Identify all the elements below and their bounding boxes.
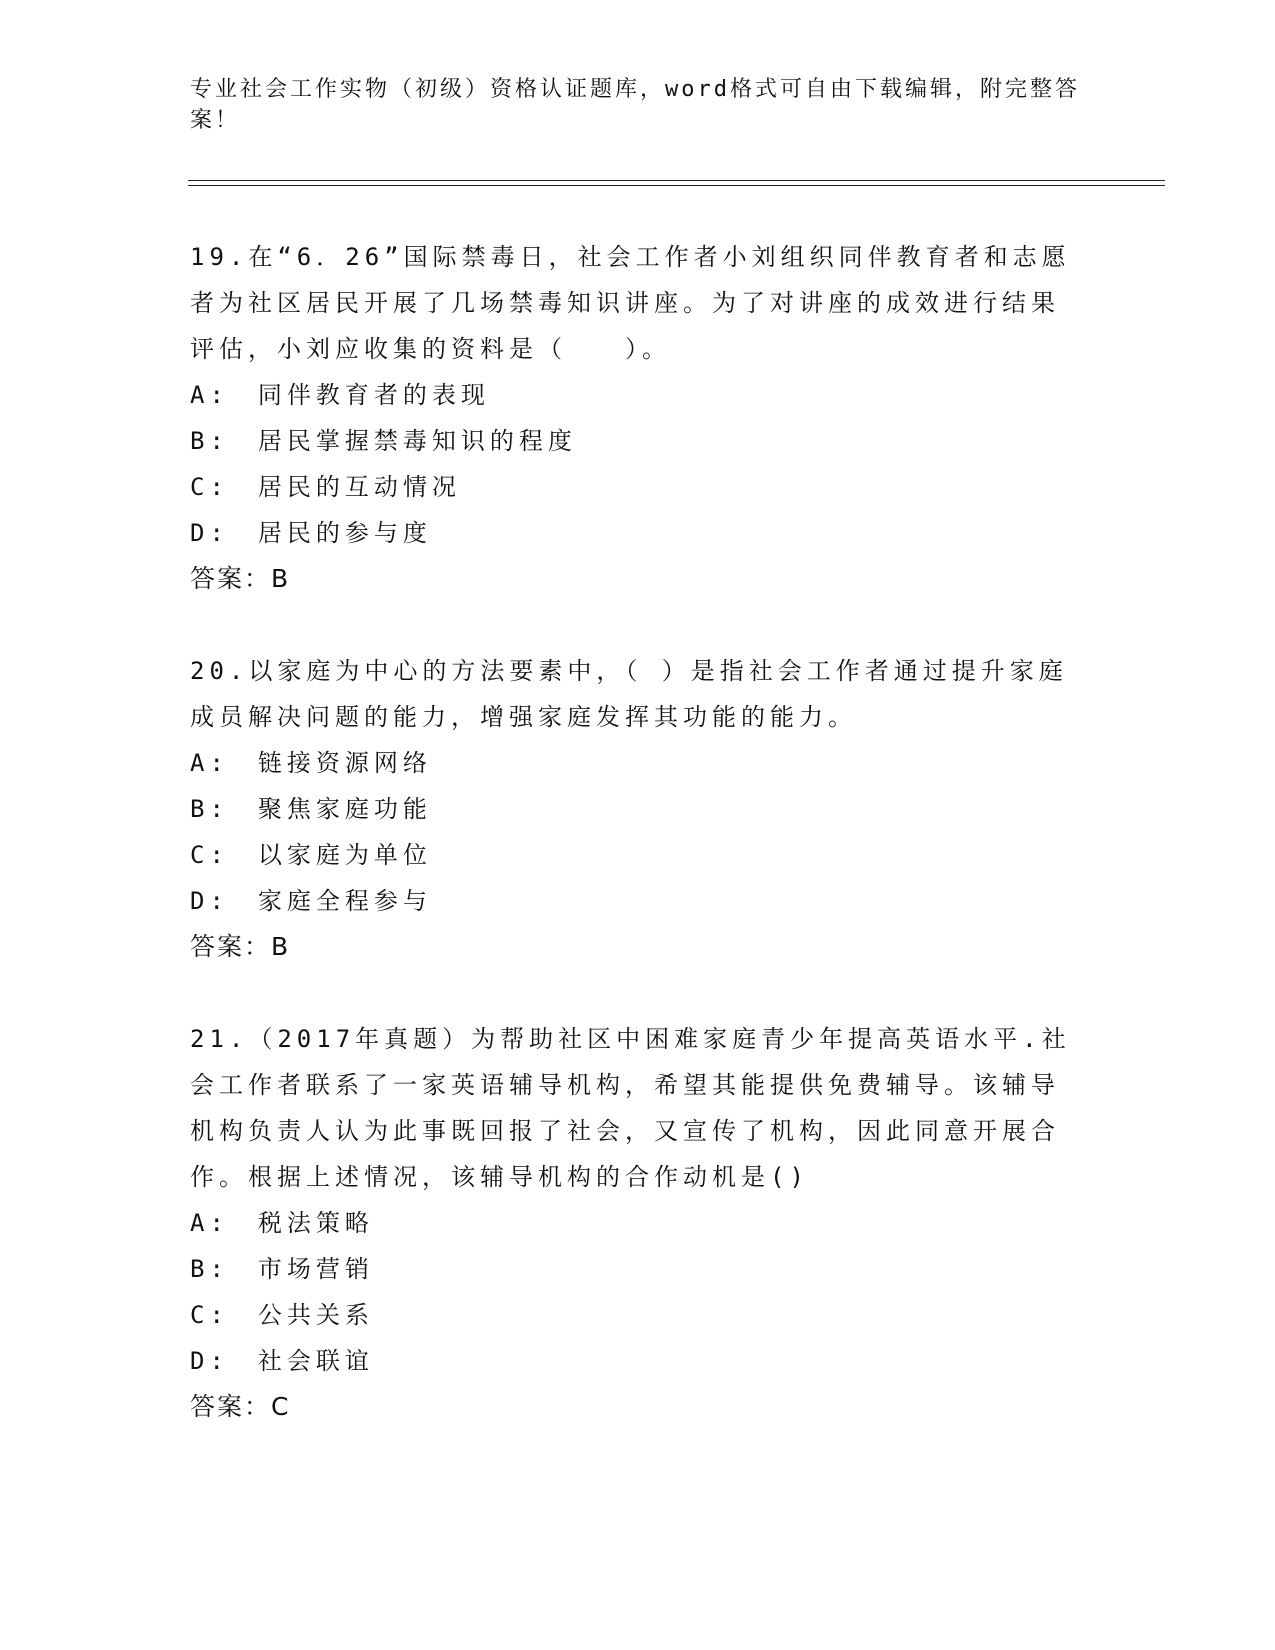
- answer-line: 答案：B: [190, 932, 291, 961]
- question-stem: 21.（2017年真题）为帮助社区中困难家庭青少年提高英语水平.社会工作者联系了一家英语辅导机构，希望其能提供免费辅导。该辅导机构负责人认为此事既回报了社会，又宣传了机构，因此同意开展合作。根据上述情况，该辅导机构的合作动机是(): [190, 1025, 1071, 1191]
- option-c: C: 以家庭为单位: [190, 841, 432, 869]
- option-c: C: 公共关系: [190, 1301, 374, 1329]
- option-a: A: 税法策略: [190, 1209, 374, 1237]
- option-d: D: 居民的参与度: [190, 519, 432, 547]
- option-d: D: 家庭全程参与: [190, 887, 432, 915]
- option-c: C: 居民的互动情况: [190, 473, 461, 501]
- option-a: A: 链接资源网络: [190, 749, 432, 777]
- option-d: D: 社会联谊: [190, 1347, 374, 1375]
- header-divider-top: [188, 180, 1165, 181]
- question-20: [190, 648, 1080, 970]
- document-header: 专业社会工作实物（初级）资格认证题库，word格式可自由下载编辑，附完整答案！: [190, 77, 1080, 133]
- option-b: B: 聚焦家庭功能: [190, 795, 432, 823]
- question-21: [190, 1016, 1080, 1430]
- option-a: A: 同伴教育者的表现: [190, 381, 490, 409]
- answer-line: 答案：C: [190, 1392, 291, 1421]
- option-b: B: 居民掌握禁毒知识的程度: [190, 427, 577, 455]
- question-19: [190, 234, 1080, 602]
- question-stem: 20.以家庭为中心的方法要素中，（ ）是指社会工作者通过提升家庭成员解决问题的能力，增强家庭发挥其功能的能力。: [190, 657, 1068, 731]
- answer-line: 答案：B: [190, 564, 291, 593]
- question-stem: 19.在“6．26”国际禁毒日，社会工作者小刘组织同伴教育者和志愿者为社区居民开展了几场禁毒知识讲座。为了对讲座的成效进行结果评估，小刘应收集的资料是（ ）。: [190, 243, 1071, 363]
- header-divider-bottom: [188, 185, 1165, 186]
- option-b: B: 市场营销: [190, 1255, 374, 1283]
